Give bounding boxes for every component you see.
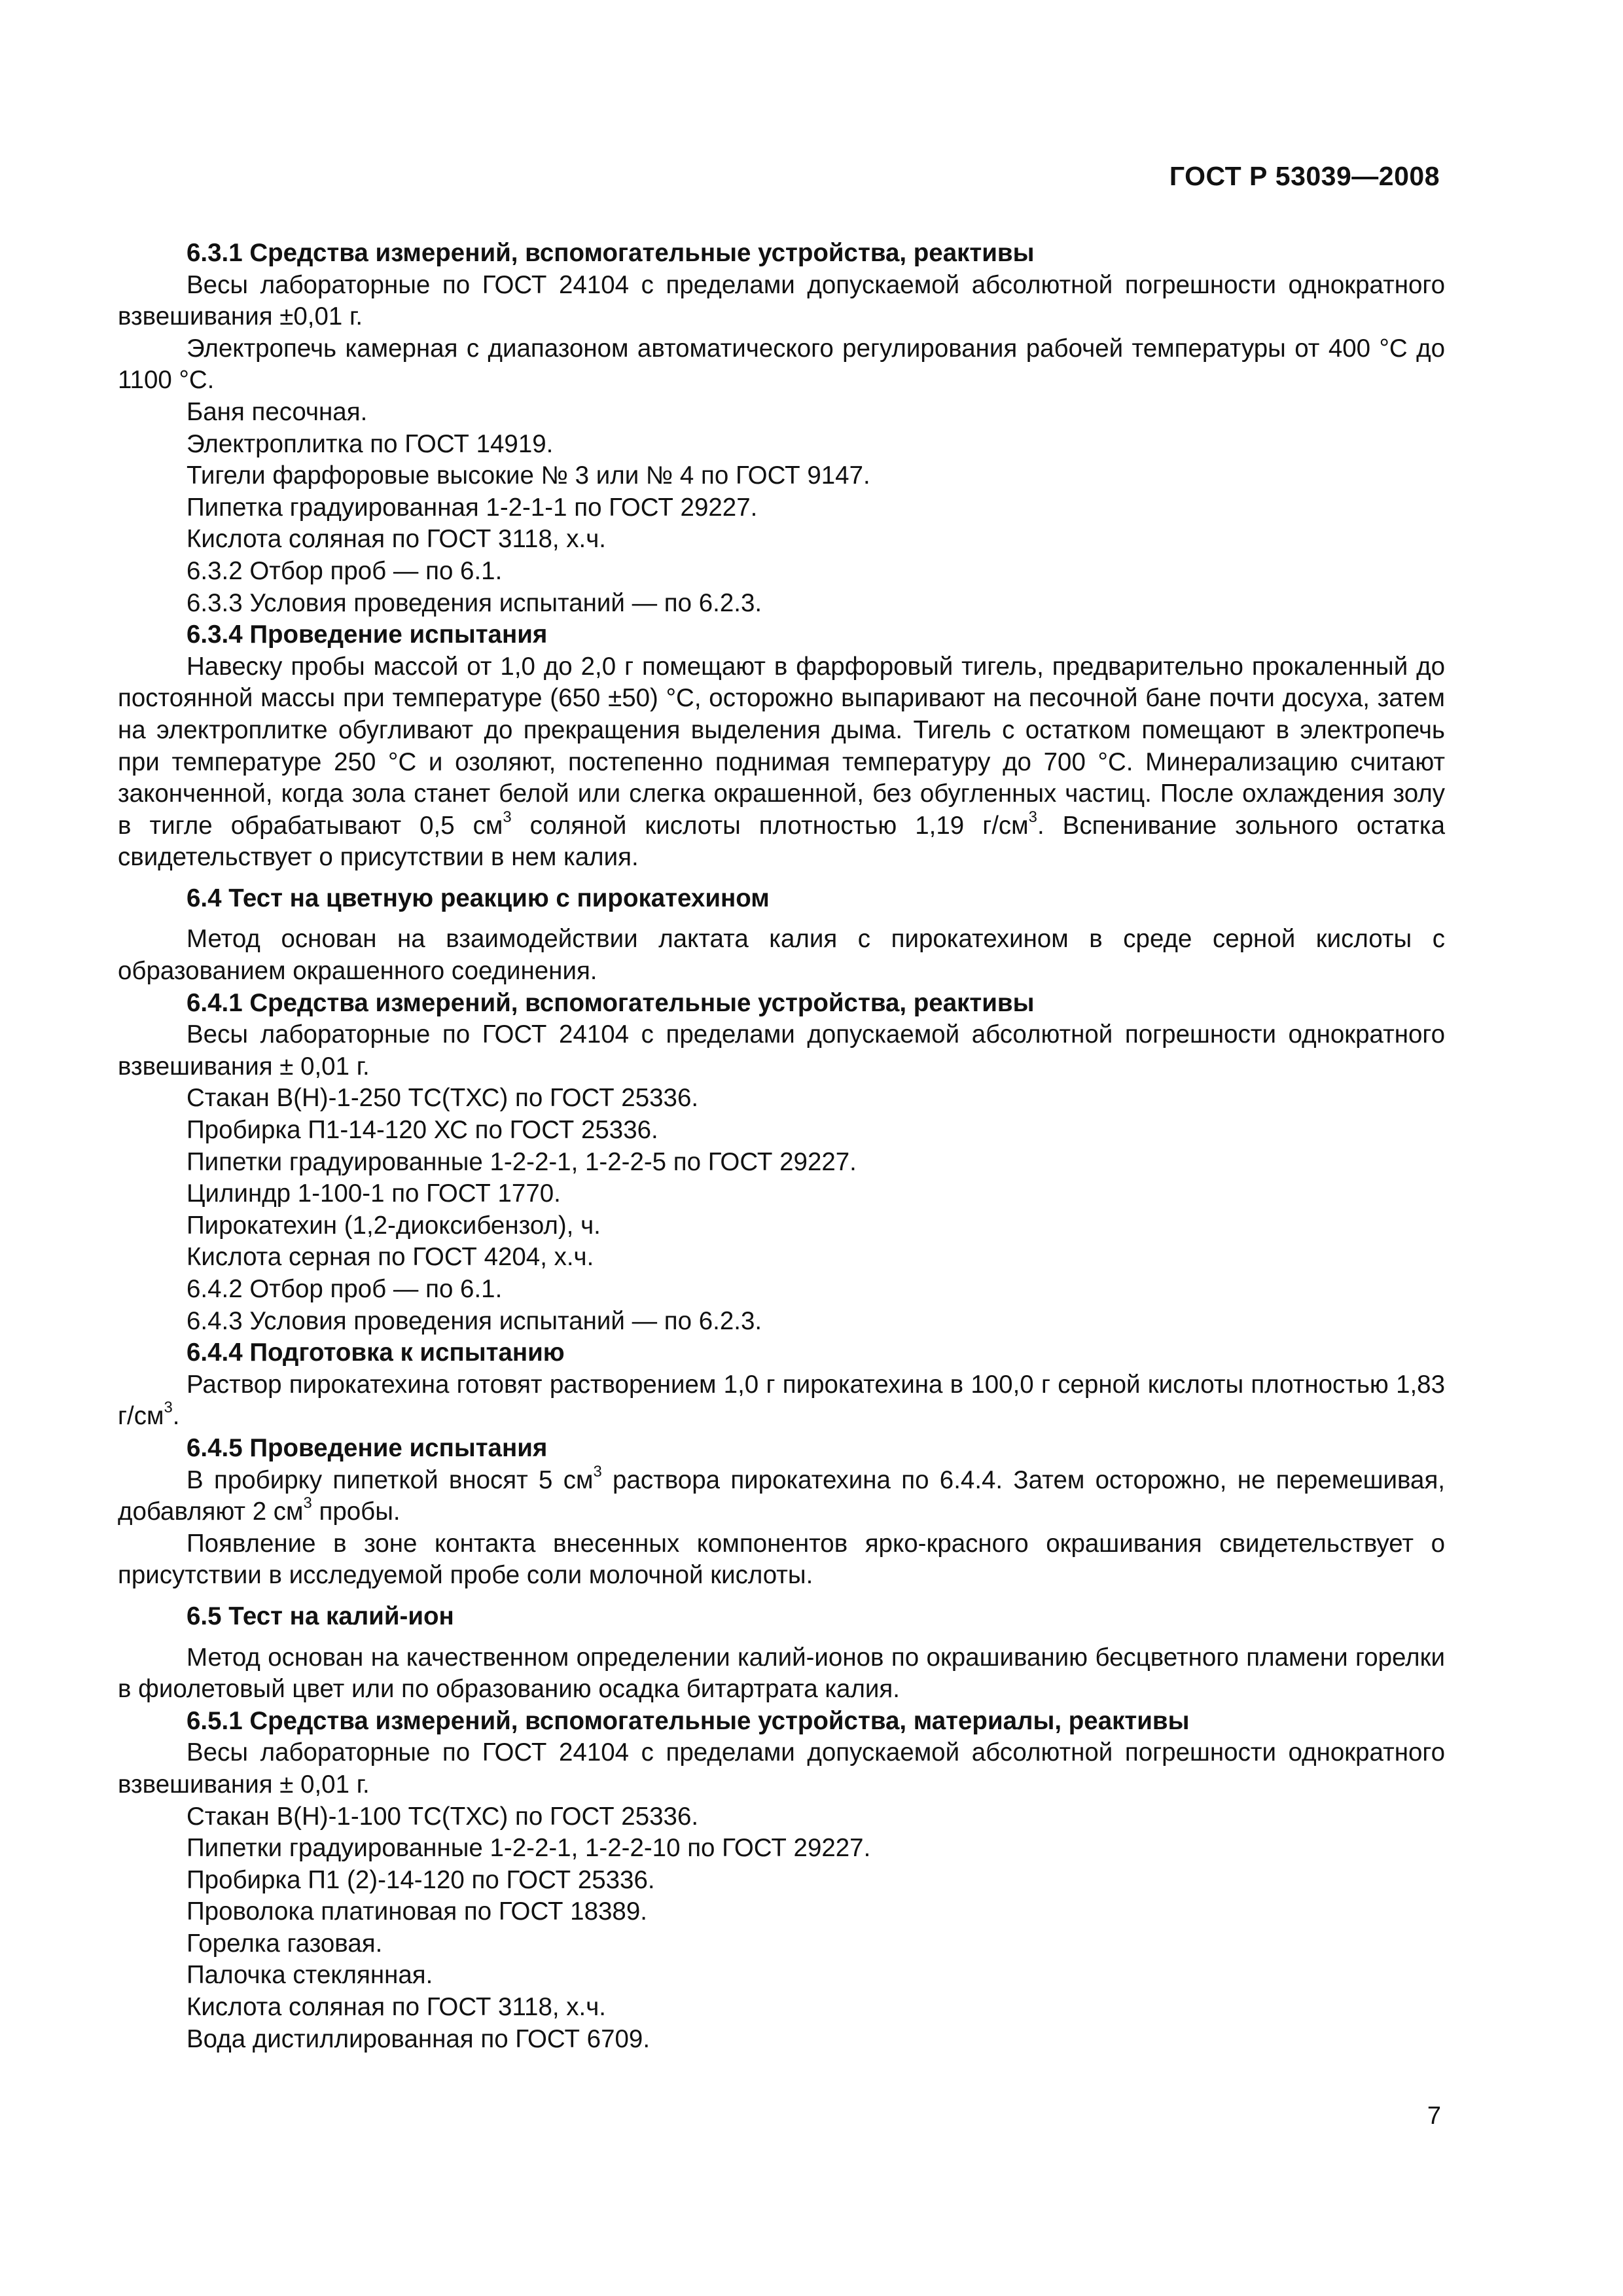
equipment-item: Проволока платиновая по ГОСТ 18389.	[187, 1897, 647, 1926]
page-number: 7	[1427, 2102, 1441, 2130]
equipment-item: Кислота соляная по ГОСТ 3118, х.ч.	[187, 1993, 606, 2022]
document-body	[118, 238, 1445, 2055]
section-6-4-4-heading: 6.4.4 Подготовка к испытанию	[187, 1338, 565, 1367]
equipment-item: Электропечь камерная с диапазоном автоматического регулирования рабочей температуры от 400 °С до 1100 °С.	[118, 334, 1445, 395]
section-6-5-text: Метод основан на качественном определении калий-ионов по окрашиванию бесцветного пламени горелки в фиолетовый цвет или по образованию осадка битартрата калия.	[118, 1643, 1445, 1704]
superscript: 3	[1028, 808, 1037, 826]
superscript: 3	[503, 808, 512, 826]
superscript: 3	[164, 1399, 173, 1417]
equipment-item: Стакан В(Н)-1-250 ТС(ТХС) по ГОСТ 25336.	[187, 1084, 699, 1113]
section-6-4-1-heading: 6.4.1 Средства измерений, вспомогательные устройства, реактивы	[187, 988, 1035, 1017]
equipment-item: Пробирка П1 (2)-14-120 по ГОСТ 25336.	[187, 1865, 655, 1894]
section-6-4-4-text: Раствор пирокатехина готовят растворением 1,0 г пирокатехина в 100,0 г серной кислоты плотностью 1,83 $г/см^3$.	[118, 1370, 1445, 1431]
equipment-item: Пипетки градуированные 1-2-2-1, 1-2-2-5 по ГОСТ 29227.	[187, 1147, 857, 1176]
superscript: 3	[303, 1494, 312, 1513]
section-6-3-3: 6.3.3 Условия проведения испытаний — по 6.2.3.	[187, 588, 762, 617]
section-6-4-text: Метод основан на взаимодействии лактата калия с пирокатехином в среде серной кислоты с образованием окрашенного соединения.	[118, 925, 1445, 986]
section-6-3-4-heading: 6.3.4 Проведение испытания	[187, 620, 548, 649]
equipment-item: Пробирка П1-14-120 ХС по ГОСТ 25336.	[187, 1116, 658, 1145]
equipment-item: Кислота соляная по ГОСТ 3118, х.ч.	[187, 525, 606, 554]
equipment-item: Баня песочная.	[187, 397, 368, 426]
equipment-item: Кислота серная по ГОСТ 4204, х.ч.	[187, 1243, 594, 1272]
section-6-3-4-text: Навеску пробы массой от 1,0 до 2,0 г помещают в фарфоровый тигель, предварительно прокаленный до постоянной массы при температуре (650 ±50) °С, осторожно выпаривают на песочной бане почти досуха, затем на электроплитке обугливают до прекращения выделения дыма. Тигель с остатком помещают в электропечь при температуре 250 °С и озоляют, постепенно поднимая температуру до 700 °С. Минерализацию считают законченной, когда зола станет белой или слегка окрашенной, без обугленных частиц. После охлаждения золу в тигле обрабатывают 0,5 $см^3$ соляной кислоты плотностью 1,19 $г/см^3$. Вспенивание зольного остатка свидетельствует о присутствии в нем калия.	[118, 652, 1445, 872]
section-6-4-3: 6.4.3 Условия проведения испытаний — по 6.2.3.	[187, 1306, 762, 1335]
equipment-item: Стакан В(Н)-1-100 ТС(ТХС) по ГОСТ 25336.	[187, 1802, 699, 1831]
equipment-item: Электроплитка по ГОСТ 14919.	[187, 429, 554, 458]
section-6-3-1-heading: 6.3.1 Средства измерений, вспомогательные устройства, реактивы	[187, 239, 1035, 267]
section-6-5-heading: 6.5 Тест на калий-ион	[187, 1602, 454, 1630]
equipment-item: Цилиндр 1-100-1 по ГОСТ 1770.	[187, 1179, 561, 1208]
equipment-item: Пипетки градуированные 1-2-2-1, 1-2-2-10 по ГОСТ 29227.	[187, 1834, 871, 1863]
equipment-item: Палочка стеклянная.	[187, 1961, 433, 1990]
section-6-4-heading: 6.4 Тест на цветную реакцию с пирокатехином	[187, 884, 770, 912]
section-6-4-5-text-2: Появление в зоне контакта внесенных компонентов ярко-красного окрашивания свидетельствует о присутствии в исследуемой пробе соли молочной кислоты.	[118, 1529, 1445, 1590]
equipment-item: Весы лабораторные по ГОСТ 24104 с пределами допускаемой абсолютной погрешности однократного взвешивания ± 0,01 г.	[118, 1020, 1445, 1081]
equipment-item: Тигели фарфоровые высокие № 3 или № 4 по ГОСТ 9147.	[187, 461, 870, 490]
section-6-4-2: 6.4.2 Отбор проб — по 6.1.	[187, 1275, 503, 1303]
section-6-3-2: 6.3.2 Отбор проб — по 6.1.	[187, 556, 503, 585]
equipment-item: Весы лабораторные по ГОСТ 24104 с пределами допускаемой абсолютной погрешности однократного взвешивания ±0,01 г.	[118, 270, 1445, 331]
equipment-item: Пирокатехин (1,2-диоксибензол), ч.	[187, 1211, 601, 1240]
section-6-4-5-text: В пробирку пипеткой вносят 5 $см^3$ раствора пирокатехина по 6.4.4. Затем осторожно, не перемешивая, добавляют 2 $см^3$ пробы.	[118, 1462, 1446, 1526]
section-6-5-1-heading: 6.5.1 Средства измерений, вспомогательные устройства, материалы, реактивы	[187, 1706, 1190, 1735]
equipment-item: Пипетка градуированная 1-2-1-1 по ГОСТ 29227.	[187, 493, 758, 522]
section-6-4-5-heading: 6.4.5 Проведение испытания	[187, 1433, 548, 1462]
equipment-item: Вода дистиллированная по ГОСТ 6709.	[187, 2024, 651, 2053]
superscript: 3	[593, 1462, 602, 1480]
document-header: ГОСТ Р 53039—2008	[1169, 161, 1440, 191]
equipment-item: Горелка газовая.	[187, 1929, 383, 1958]
equipment-item: Весы лабораторные по ГОСТ 24104 с пределами допускаемой абсолютной погрешности однократного взвешивания ± 0,01 г.	[118, 1738, 1445, 1799]
